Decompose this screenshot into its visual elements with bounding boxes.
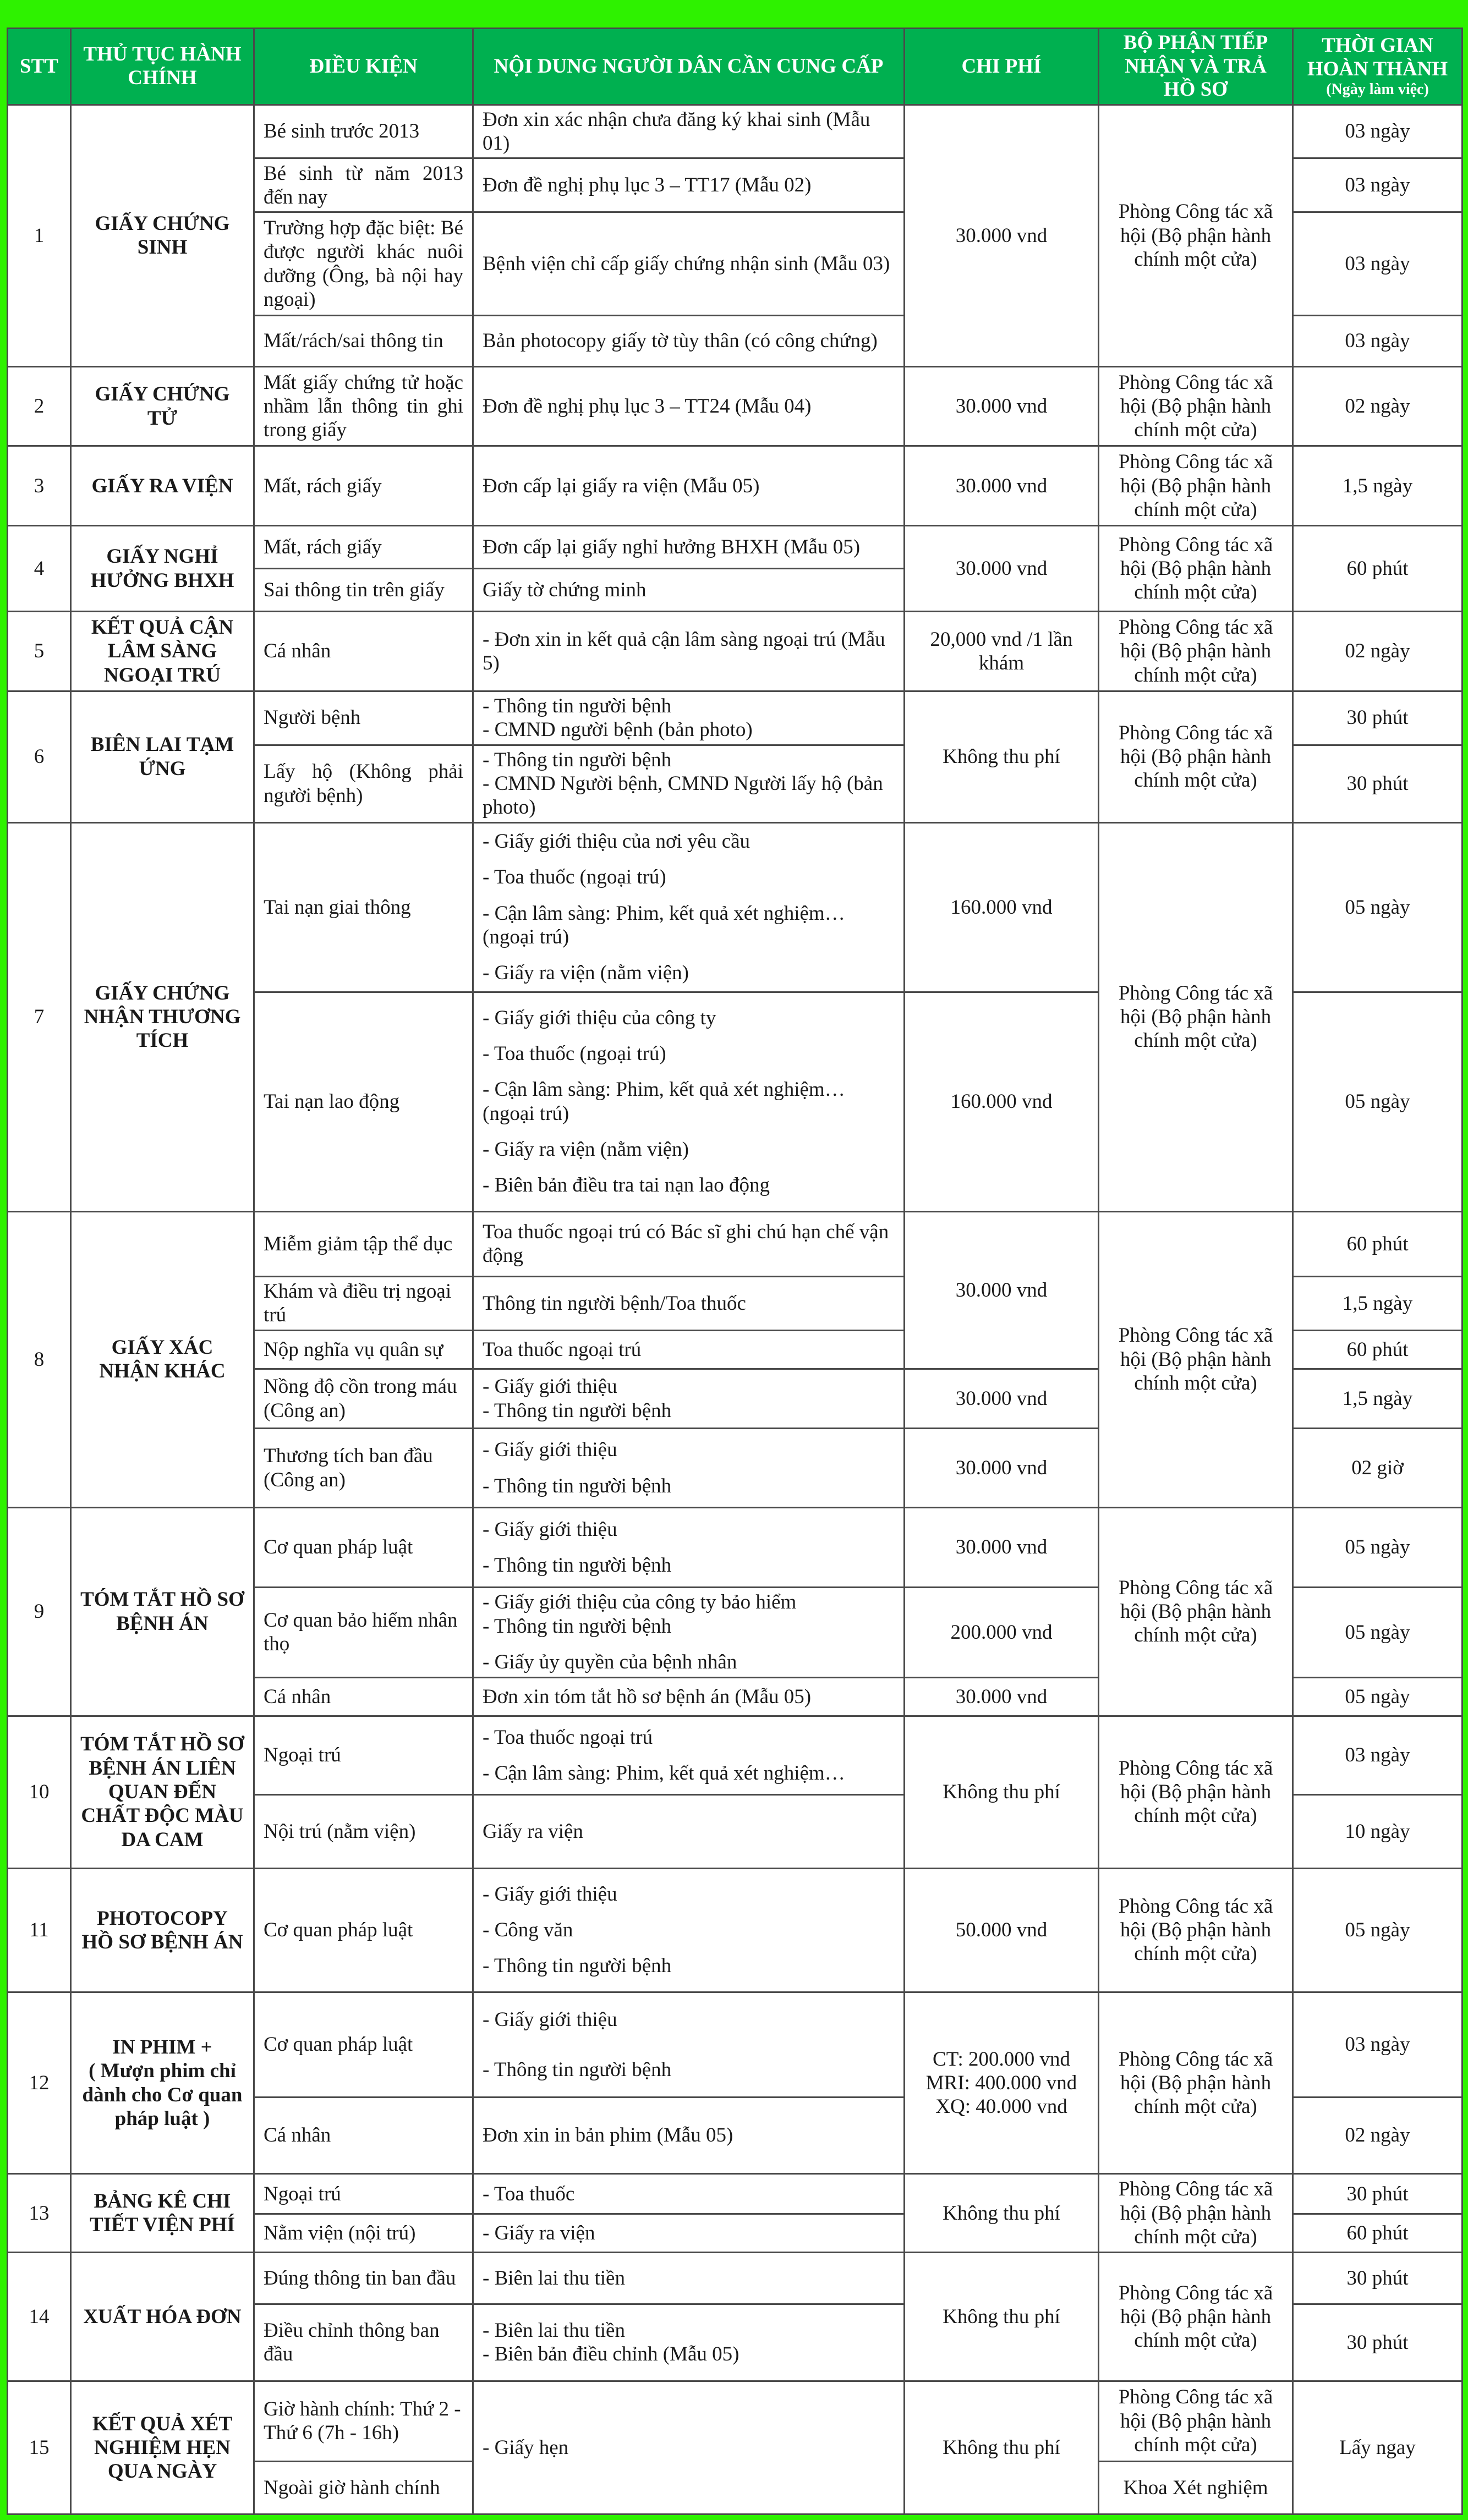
procedure-name: GIẤY CHỨNG TỬ <box>71 367 254 446</box>
table-row <box>8 1507 1462 1587</box>
row-stt: 9 <box>8 1507 71 1716</box>
content-line: - Thông tin người bệnh <box>483 1399 672 1422</box>
table-row <box>8 691 1462 745</box>
time-cell: 03 ngày <box>1293 1716 1462 1794</box>
time-cell: 30 phút <box>1293 2253 1462 2304</box>
row-stt: 11 <box>8 1868 71 1992</box>
row-stt: 6 <box>8 691 71 822</box>
row-stt: 7 <box>8 822 71 1211</box>
content-cell <box>473 1369 905 1429</box>
content-line: - Giấy ra viện (nằm viện) <box>483 962 689 985</box>
condition-cell: Người bệnh <box>254 691 473 745</box>
procedure-name: PHOTOCOPY HỒ SƠ BỆNH ÁN <box>71 1868 254 1992</box>
dept-cell: Phòng Công tác xã hội (Bộ phận hành chính một cửa) <box>1099 2253 1293 2381</box>
time-cell: 02 ngày <box>1293 367 1462 446</box>
table-row <box>8 612 1462 691</box>
time-cell: 60 phút <box>1293 1330 1462 1369</box>
administrative-procedures-table <box>7 28 1463 2515</box>
procedure-name: BIÊN LAI TẠM ỨNG <box>71 691 254 822</box>
procedure-name: BẢNG KÊ CHI TIẾT VIỆN PHÍ <box>71 2174 254 2253</box>
cost-cell: 30.000 vnd <box>905 105 1099 366</box>
table-row <box>8 105 1462 158</box>
content-cell <box>473 1507 905 1587</box>
time-cell: 30 phút <box>1293 2304 1462 2381</box>
content-line: - CMND người bệnh (bản photo) <box>483 718 753 742</box>
dept-cell: Phòng Công tác xã hội (Bộ phận hành chính một cửa) <box>1099 1992 1293 2174</box>
procedure-table-sheet <box>7 28 1461 2515</box>
content-cell <box>473 1868 905 1992</box>
content-line: - Biên bản điều chỉnh (Mẫu 05) <box>483 2343 740 2366</box>
cost-cell: Không thu phí <box>905 2174 1099 2253</box>
header-content: NỘI DUNG NGƯỜI DÂN CẦN CUNG CẤP <box>473 29 905 105</box>
content-line: - Giấy giới thiệu của nơi yêu cầu <box>483 830 751 853</box>
time-cell: 1,5 ngày <box>1293 446 1462 525</box>
condition-cell: Bé sinh từ năm 2013 đến nay <box>254 158 473 212</box>
dept-cell: Phòng Công tác xã hội (Bộ phận hành chính một cửa) <box>1099 612 1293 691</box>
content-cell <box>473 745 905 822</box>
content-line: - Giấy giới thiệu <box>483 1375 617 1398</box>
condition-cell: Cơ quan pháp luật <box>254 1868 473 1992</box>
condition-cell: Ngoại trú <box>254 1716 473 1794</box>
condition-cell: Bé sinh trước 2013 <box>254 105 473 158</box>
content-cell <box>473 2304 905 2381</box>
time-cell: 30 phút <box>1293 2174 1462 2214</box>
condition-cell: Miễm giảm tập thể dục <box>254 1211 473 1276</box>
procedure-name <box>71 1992 254 2174</box>
time-cell: 60 phút <box>1293 525 1462 611</box>
header-row <box>8 29 1462 105</box>
row-stt: 5 <box>8 612 71 691</box>
procedure-name: KẾT QUẢ XÉT NGHIỆM HẸN QUA NGÀY <box>71 2381 254 2514</box>
content-line: - Giấy giới thiệu của công ty bảo hiểm <box>483 1591 797 1614</box>
content-line: - Giấy giới thiệu <box>483 1518 617 1541</box>
content-cell <box>473 1588 905 1677</box>
dept-cell: Phòng Công tác xã hội (Bộ phận hành chính một cửa) <box>1099 105 1293 366</box>
dept-cell: Phòng Công tác xã hội (Bộ phận hành chính một cửa) <box>1099 2381 1293 2461</box>
cost-cell: 160.000 vnd <box>905 822 1099 992</box>
row-stt: 15 <box>8 2381 71 2514</box>
condition-cell: Đúng thông tin ban đầu <box>254 2253 473 2304</box>
condition-cell: Nộp nghĩa vụ quân sự <box>254 1330 473 1369</box>
cost-cell: Không thu phí <box>905 1716 1099 1868</box>
cost-line: MRI: 400.000 vnd <box>925 2071 1077 2094</box>
cost-cell: Không thu phí <box>905 2381 1099 2514</box>
header-time-sub: (Ngày làm việc) <box>1326 81 1429 98</box>
content-line: - Giấy giới thiệu <box>483 2008 617 2031</box>
cost-cell: 20,000 vnd /1 lần khám <box>905 612 1099 691</box>
time-cell: 05 ngày <box>1293 1677 1462 1716</box>
table-row <box>8 1992 1462 2098</box>
time-cell: 03 ngày <box>1293 1992 1462 2098</box>
content-line: - Thông tin người bệnh <box>483 1615 672 1638</box>
content-cell: - Đơn xin in kết quả cận lâm sàng ngoại trú (Mẫu 5) <box>473 612 905 691</box>
cost-cell: 30.000 vnd <box>905 367 1099 446</box>
row-stt: 1 <box>8 105 71 366</box>
content-line: - Cận lâm sàng: Phim, kết quả xét nghiệm… <box>483 1761 845 1785</box>
dept-cell: Phòng Công tác xã hội (Bộ phận hành chính một cửa) <box>1099 2174 1293 2253</box>
row-stt: 14 <box>8 2253 71 2381</box>
condition-cell: Mất giấy chứng tử hoặc nhầm lẫn thông tin ghi trong giấy <box>254 367 473 446</box>
condition-cell: Mất, rách giấy <box>254 525 473 568</box>
cost-cell: 160.000 vnd <box>905 992 1099 1211</box>
content-cell: Toa thuốc ngoại trú có Bác sĩ ghi chú hạn chế vận động <box>473 1211 905 1276</box>
content-line: - Cận lâm sàng: Phim, kết quả xét nghiệm…(ngoại trú) <box>483 1078 845 1125</box>
content-line: - Thông tin người bệnh <box>483 1954 672 1978</box>
dept-cell: Phòng Công tác xã hội (Bộ phận hành chính một cửa) <box>1099 525 1293 611</box>
content-line: - Cận lâm sàng: Phim, kết quả xét nghiệm…(ngoại trú) <box>483 902 845 948</box>
condition-cell: Cá nhân <box>254 2097 473 2173</box>
content-line: - Công văn <box>483 1919 573 1942</box>
cost-line: CT: 200.000 vnd <box>933 2047 1070 2071</box>
content-cell: Thông tin người bệnh/Toa thuốc <box>473 1277 905 1331</box>
content-line: - Toa thuốc (ngoại trú) <box>483 866 666 889</box>
row-stt: 3 <box>8 446 71 525</box>
header-dept: BỘ PHẬN TIẾP NHẬN VÀ TRẢ HỒ SƠ <box>1099 29 1293 105</box>
content-line: - Biên bản điều tra tai nạn lao động <box>483 1174 770 1197</box>
time-cell: 05 ngày <box>1293 992 1462 1211</box>
dept-cell: Phòng Công tác xã hội (Bộ phận hành chính một cửa) <box>1099 691 1293 822</box>
condition-cell: Ngoại trú <box>254 2174 473 2214</box>
time-cell: 03 ngày <box>1293 315 1462 366</box>
content-line: - Toa thuốc ngoại trú <box>483 1726 653 1749</box>
time-cell: 60 phút <box>1293 2214 1462 2253</box>
header-time-label: THỜI GIAN HOÀN THÀNH <box>1307 34 1448 80</box>
cost-line: XQ: 40.000 vnd <box>935 2095 1067 2118</box>
condition-cell: Mất, rách giấy <box>254 446 473 525</box>
procedure-name: XUẤT HÓA ĐƠN <box>71 2253 254 2381</box>
row-stt: 12 <box>8 1992 71 2174</box>
row-stt: 10 <box>8 1716 71 1868</box>
table-row <box>8 525 1462 568</box>
condition-cell: Thương tích ban đầu (Công an) <box>254 1429 473 1507</box>
content-cell: - Giấy ra viện <box>473 2214 905 2253</box>
condition-cell: Trường hợp đặc biệt: Bé được người khác nuôi dưỡng (Ông, bà nội hay ngoại) <box>254 212 473 316</box>
condition-cell: Nồng độ cồn trong máu (Công an) <box>254 1369 473 1429</box>
content-line: - Thông tin người bệnh <box>483 694 672 717</box>
dept-cell: Phòng Công tác xã hội (Bộ phận hành chính một cửa) <box>1099 1507 1293 1716</box>
content-cell <box>473 822 905 992</box>
cost-cell: 30.000 vnd <box>905 1211 1099 1369</box>
row-stt: 4 <box>8 525 71 611</box>
time-cell: 1,5 ngày <box>1293 1369 1462 1429</box>
time-cell: 02 ngày <box>1293 612 1462 691</box>
procedure-name: KẾT QUẢ CẬN LÂM SÀNG NGOẠI TRÚ <box>71 612 254 691</box>
condition-cell: Nằm viện (nội trú) <box>254 2214 473 2253</box>
cost-cell <box>905 1992 1099 2174</box>
table-row <box>8 2253 1462 2304</box>
content-line: - Giấy ra viện (nằm viện) <box>483 1138 689 1161</box>
time-cell: 02 ngày <box>1293 2097 1462 2173</box>
time-cell: 60 phút <box>1293 1211 1462 1276</box>
condition-cell: Giờ hành chính: Thứ 2 - Thứ 6 (7h - 16h) <box>254 2381 473 2461</box>
header-procedure: THỦ TỤC HÀNH CHÍNH <box>71 29 254 105</box>
content-cell <box>473 691 905 745</box>
cost-cell: 50.000 vnd <box>905 1868 1099 1992</box>
content-cell: Đơn đề nghị phụ lục 3 – TT24 (Mẫu 04) <box>473 367 905 446</box>
content-line: - Giấy giới thiệu <box>483 1882 617 1906</box>
time-cell: Lấy ngay <box>1293 2381 1462 2514</box>
content-cell: Đơn xin in bản phim (Mẫu 05) <box>473 2097 905 2173</box>
content-cell <box>473 1716 905 1794</box>
dept-cell: Phòng Công tác xã hội (Bộ phận hành chính một cửa) <box>1099 1211 1293 1507</box>
table-row <box>8 2381 1462 2461</box>
condition-cell: Cơ quan bảo hiểm nhân thọ <box>254 1588 473 1677</box>
dept-cell: Phòng Công tác xã hội (Bộ phận hành chính một cửa) <box>1099 367 1293 446</box>
table-row <box>8 1716 1462 1794</box>
time-cell: 10 ngày <box>1293 1795 1462 1868</box>
dept-cell: Khoa Xét nghiệm <box>1099 2461 1293 2514</box>
row-stt: 13 <box>8 2174 71 2253</box>
condition-cell: Cá nhân <box>254 1677 473 1716</box>
cost-cell: 200.000 vnd <box>905 1588 1099 1677</box>
header-stt: STT <box>8 29 71 105</box>
content-cell: - Giấy hẹn <box>473 2381 905 2514</box>
time-cell: 1,5 ngày <box>1293 1277 1462 1331</box>
content-cell: Bản photocopy giấy tờ tùy thân (có công chứng) <box>473 315 905 366</box>
procedure-name: TÓM TẮT HỒ SƠ BỆNH ÁN LIÊN QUAN ĐẾN CHẤT ĐỘC MÀU DA CAM <box>71 1716 254 1868</box>
table-row <box>8 822 1462 992</box>
cost-cell: 30.000 vnd <box>905 1507 1099 1587</box>
dept-cell: Phòng Công tác xã hội (Bộ phận hành chính một cửa) <box>1099 446 1293 525</box>
dept-cell: Phòng Công tác xã hội (Bộ phận hành chính một cửa) <box>1099 1868 1293 1992</box>
table-row <box>8 1868 1462 1992</box>
table-row <box>8 2174 1462 2214</box>
condition-cell: Cơ quan pháp luật <box>254 1507 473 1587</box>
time-cell: 30 phút <box>1293 745 1462 822</box>
row-stt: 2 <box>8 367 71 446</box>
content-cell: Đơn xin tóm tắt hồ sơ bệnh án (Mẫu 05) <box>473 1677 905 1716</box>
content-cell <box>473 992 905 1211</box>
content-cell <box>473 1992 905 2098</box>
procedure-name: GIẤY CHỨNG SINH <box>71 105 254 366</box>
header-cost: CHI PHÍ <box>905 29 1099 105</box>
row-stt: 8 <box>8 1211 71 1507</box>
content-cell: Đơn cấp lại giấy nghỉ hưởng BHXH (Mẫu 05) <box>473 525 905 568</box>
condition-cell: Nội trú (nằm viện) <box>254 1795 473 1868</box>
cost-cell: 30.000 vnd <box>905 1429 1099 1507</box>
time-cell: 03 ngày <box>1293 212 1462 316</box>
content-line: - Biên lai thu tiền <box>483 2319 625 2342</box>
procedure-name: GIẤY RA VIỆN <box>71 446 254 525</box>
cost-cell: 30.000 vnd <box>905 1369 1099 1429</box>
cost-cell: Không thu phí <box>905 691 1099 822</box>
content-line: - Giấy giới thiệu của công ty <box>483 1006 716 1029</box>
dept-cell: Phòng Công tác xã hội (Bộ phận hành chính một cửa) <box>1099 1716 1293 1868</box>
procedure-name-main: IN PHIM + <box>112 2036 212 2059</box>
content-line: - Thông tin người bệnh <box>483 748 672 771</box>
condition-cell: Tai nạn giai thông <box>254 822 473 992</box>
time-cell: 03 ngày <box>1293 105 1462 158</box>
procedure-name: GIẤY CHỨNG NHẬN THƯƠNG TÍCH <box>71 822 254 1211</box>
content-line: - Giấy giới thiệu <box>483 1439 617 1462</box>
content-cell <box>473 1429 905 1507</box>
time-cell: 03 ngày <box>1293 158 1462 212</box>
content-line: - Thông tin người bệnh <box>483 1553 672 1577</box>
table-row <box>8 367 1462 446</box>
content-cell: Bệnh viện chỉ cấp giấy chứng nhận sinh (Mẫu 03) <box>473 212 905 316</box>
content-cell: - Biên lai thu tiền <box>473 2253 905 2304</box>
condition-cell: Ngoài giờ hành chính <box>254 2461 473 2514</box>
time-cell: 05 ngày <box>1293 1868 1462 1992</box>
table-row <box>8 446 1462 525</box>
cost-cell: 30.000 vnd <box>905 446 1099 525</box>
table-row <box>8 1211 1462 1276</box>
time-cell: 30 phút <box>1293 691 1462 745</box>
content-cell: Toa thuốc ngoại trú <box>473 1330 905 1369</box>
content-line: - Giấy ủy quyền của bệnh nhân <box>483 1651 737 1673</box>
time-cell: 05 ngày <box>1293 1507 1462 1587</box>
dept-cell: Phòng Công tác xã hội (Bộ phận hành chính một cửa) <box>1099 822 1293 1211</box>
content-cell: Giấy tờ chứng minh <box>473 569 905 612</box>
condition-cell: Cá nhân <box>254 612 473 691</box>
content-cell: Đơn xin xác nhận chưa đăng ký khai sinh (Mẫu 01) <box>473 105 905 158</box>
content-line: - CMND Người bệnh, CMND Người lấy hộ (bản photo) <box>483 772 883 819</box>
cost-cell: 30.000 vnd <box>905 1677 1099 1716</box>
header-time <box>1293 29 1462 105</box>
procedure-name: GIẤY XÁC NHẬN KHÁC <box>71 1211 254 1507</box>
cost-cell: 30.000 vnd <box>905 525 1099 611</box>
procedure-name: GIẤY NGHỈ HƯỞNG BHXH <box>71 525 254 611</box>
content-cell: Giấy ra viện <box>473 1795 905 1868</box>
time-cell: 05 ngày <box>1293 1588 1462 1677</box>
condition-cell: Điều chỉnh thông ban đầu <box>254 2304 473 2381</box>
condition-cell: Cơ quan pháp luật <box>254 1992 473 2098</box>
procedure-name-note: ( Mượn phim chỉ dành cho Cơ quan pháp luật ) <box>82 2060 243 2130</box>
header-condition: ĐIỀU KIỆN <box>254 29 473 105</box>
content-line: - Thông tin người bệnh <box>483 1474 672 1497</box>
content-cell: - Toa thuốc <box>473 2174 905 2214</box>
condition-cell: Khám và điều trị ngoại trú <box>254 1277 473 1331</box>
content-cell: Đơn cấp lại giấy ra viện (Mẫu 05) <box>473 446 905 525</box>
condition-cell: Tai nạn lao động <box>254 992 473 1211</box>
time-cell: 05 ngày <box>1293 822 1462 992</box>
content-line: - Thông tin người bệnh <box>483 2058 672 2081</box>
time-cell: 02 giờ <box>1293 1429 1462 1507</box>
content-line: - Toa thuốc (ngoại trú) <box>483 1042 666 1066</box>
condition-cell: Lấy hộ (Không phải người bệnh) <box>254 745 473 822</box>
condition-cell: Mất/rách/sai thông tin <box>254 315 473 366</box>
cost-cell: Không thu phí <box>905 2253 1099 2381</box>
procedure-name: TÓM TẮT HỒ SƠ BỆNH ÁN <box>71 1507 254 1716</box>
content-cell: Đơn đề nghị phụ lục 3 – TT17 (Mẫu 02) <box>473 158 905 212</box>
condition-cell: Sai thông tin trên giấy <box>254 569 473 612</box>
